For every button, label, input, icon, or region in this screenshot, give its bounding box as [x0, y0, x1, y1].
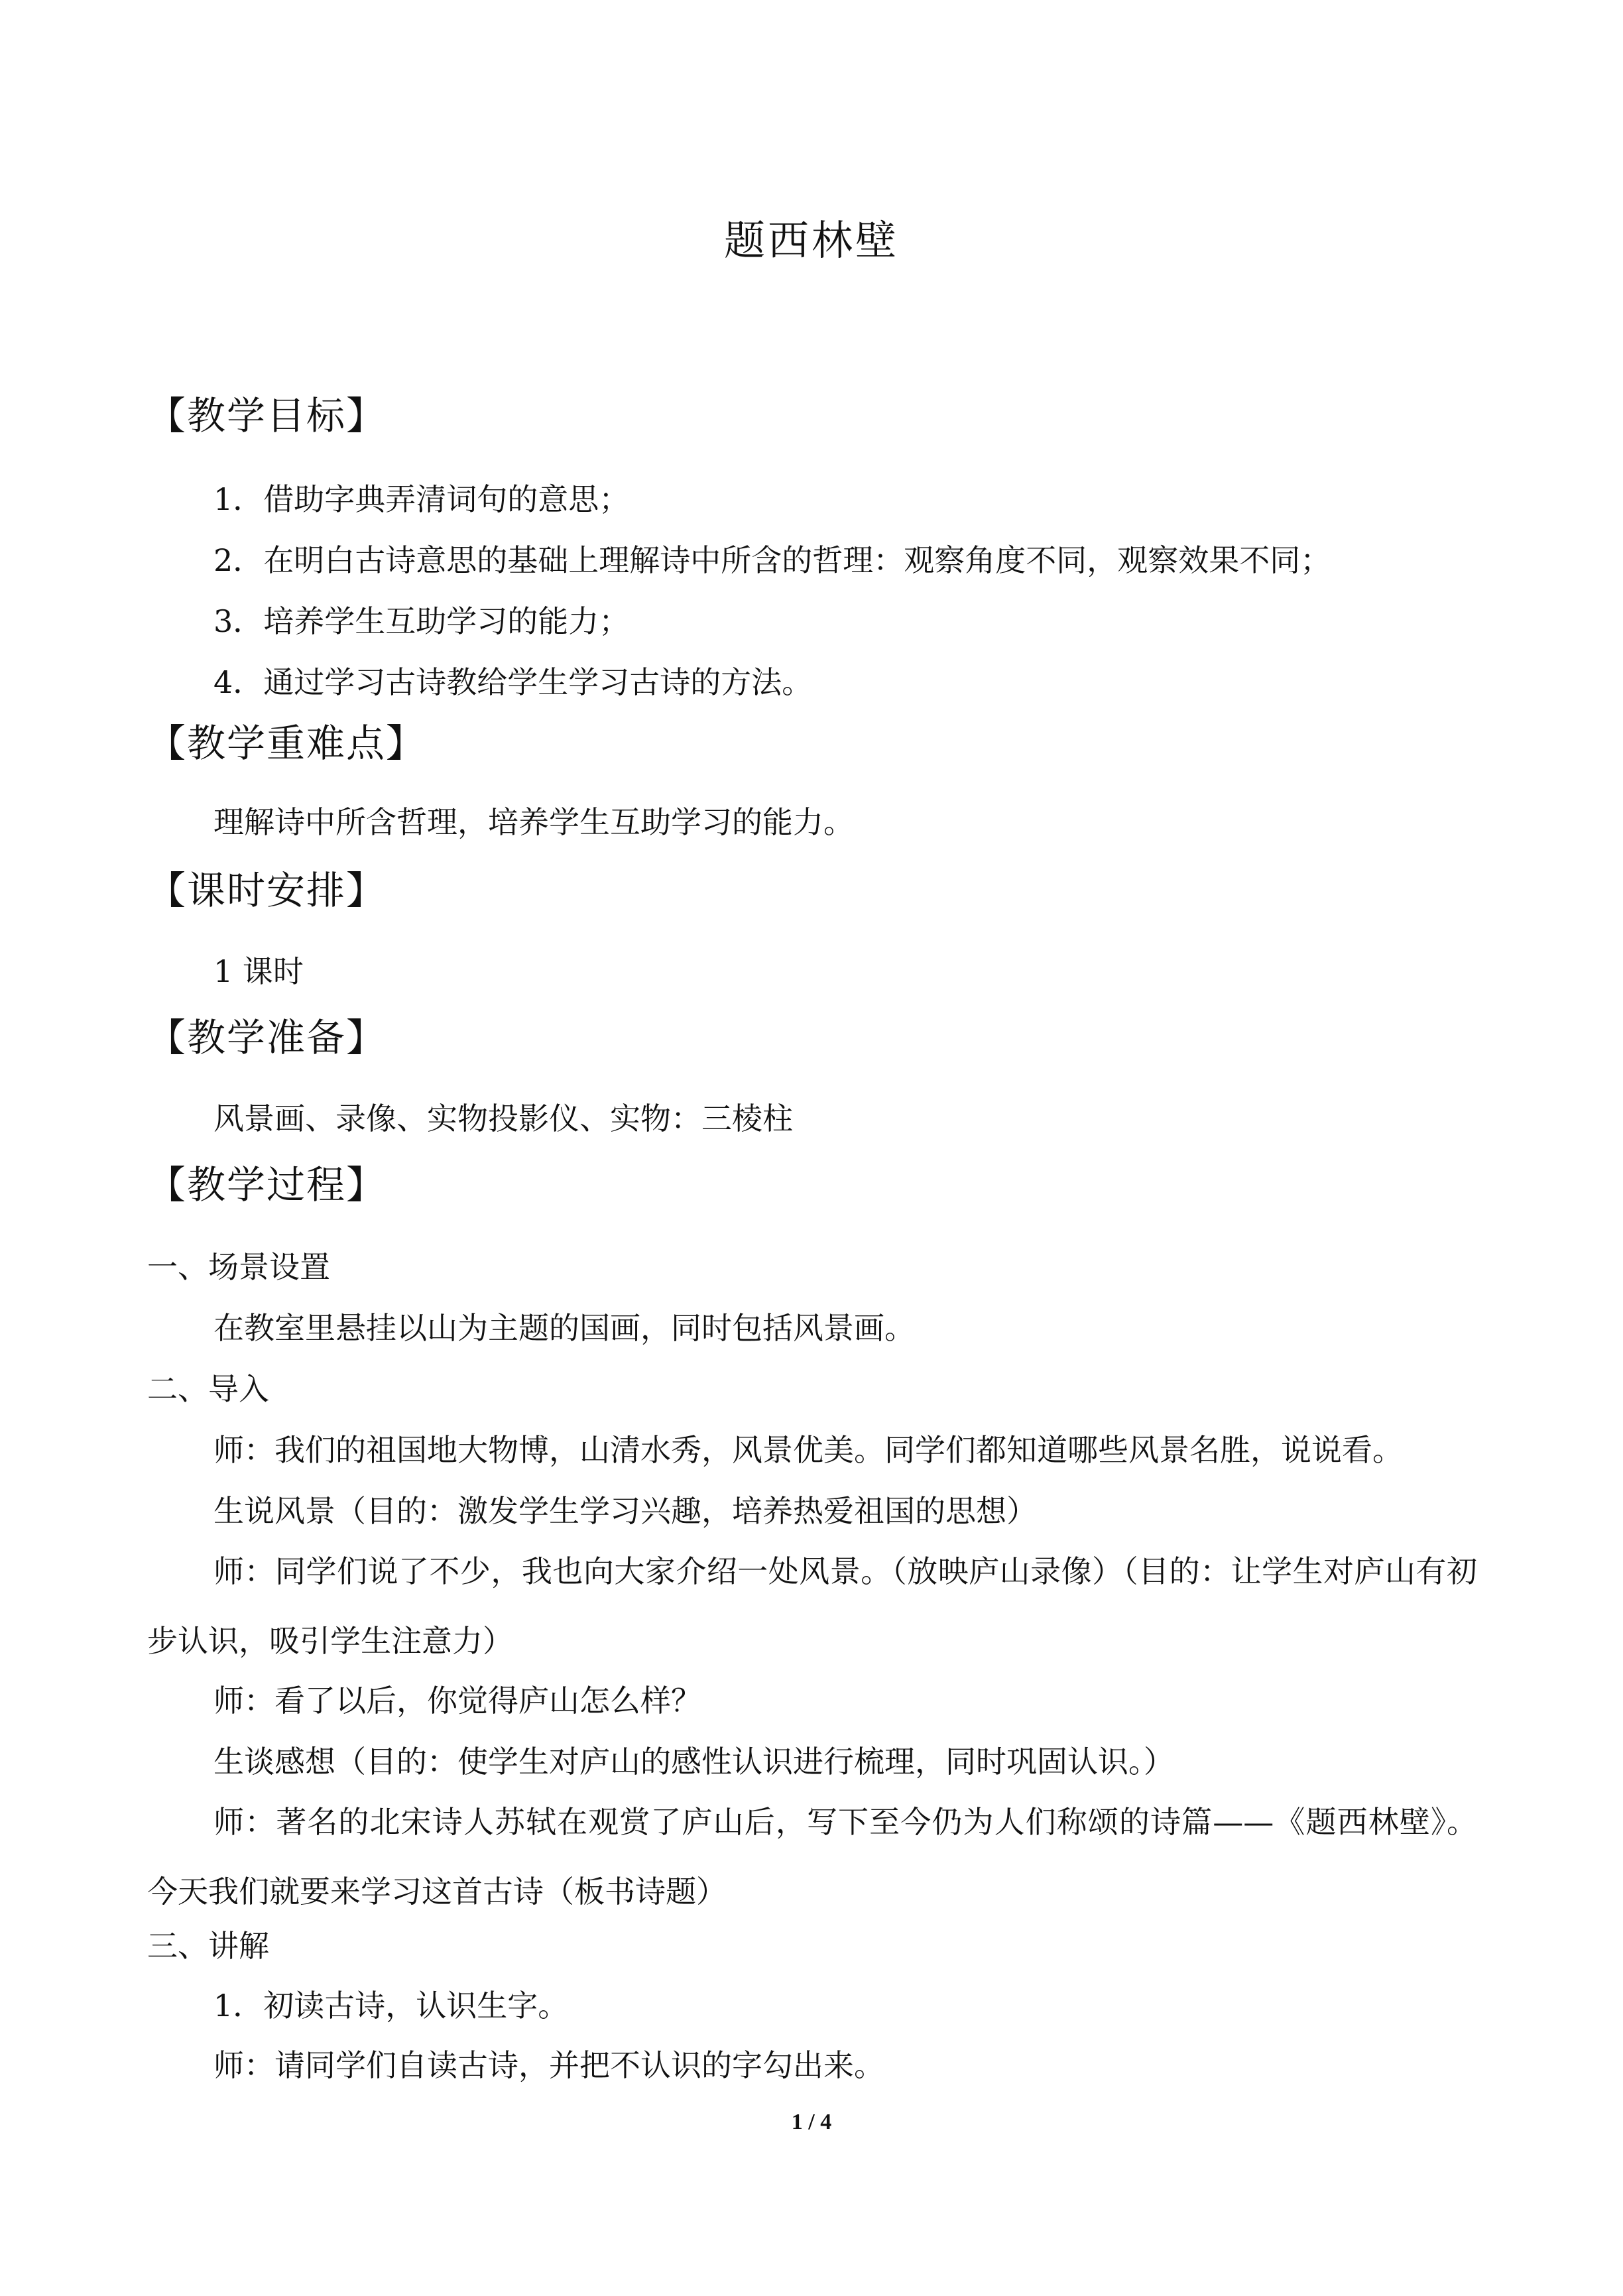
schedule-text: 1 课时 — [213, 953, 304, 989]
heading-objectives: 【教学目标】 — [147, 393, 387, 438]
heading-key-points: 【教学重难点】 — [147, 721, 426, 766]
process-part2-title: 二、导入 — [147, 1371, 269, 1407]
preparation-text: 风景画、录像、实物投影仪、实物：三棱柱 — [213, 1101, 793, 1136]
objective-item-2: 2．在明白古诗意思的基础上理解诗中所含的哲理：观察角度不同，观察效果不同； — [213, 542, 1331, 578]
process-part2-line2: 生说风景（目的：激发学生学习兴趣，培养热爱祖国的思想） — [213, 1493, 1037, 1529]
process-part2-line3: 师：看了以后，你觉得庐山怎么样？ — [213, 1683, 701, 1719]
process-part3-line1: 1．初读古诗，认识生字。 — [213, 1988, 569, 2024]
page-number: 1 / 4 — [791, 2110, 832, 2134]
heading-process: 【教学过程】 — [147, 1162, 387, 1207]
key-points-text: 理解诗中所含哲理，培养学生互助学习的能力。 — [213, 804, 854, 840]
document-title: 题西林壁 — [723, 216, 899, 265]
process-part1-title: 一、场景设置 — [147, 1249, 330, 1285]
process-part3-title: 三、讲解 — [147, 1928, 269, 1964]
process-part3-line2: 师：请同学们自读古诗，并把不认识的字勾出来。 — [213, 2047, 884, 2083]
objective-item-3: 3．培养学生互助学习的能力； — [213, 603, 630, 639]
objective-item-1: 1．借助字典弄清词句的意思； — [213, 481, 630, 517]
process-part2-line4: 生谈感想（目的：使学生对庐山的感性认识进行梳理，同时巩固认识。） — [213, 1744, 1174, 1780]
process-part2-paragraph2: 师：著名的北宋诗人苏轼在观赏了庐山后，写下至今仍为人们称颂的诗篇——《题西林壁》。今天我们就要来学习这首古诗（板书诗题） — [147, 1804, 1477, 1909]
process-part2-line1: 师：我们的祖国地大物博，山清水秀，风景优美。同学们都知道哪些风景名胜，说说看。 — [213, 1432, 1403, 1468]
process-part2-paragraph1: 师：同学们说了不少，我也向大家介绍一处风景。（放映庐山录像）（目的：让学生对庐山有初步认识，吸引学生注意力） — [147, 1553, 1477, 1659]
heading-schedule: 【课时安排】 — [147, 868, 387, 913]
process-part1-text: 在教室里悬挂以山为主题的国画，同时包括风景画。 — [213, 1310, 915, 1346]
objective-item-4: 4．通过学习古诗教给学生学习古诗的方法。 — [213, 664, 813, 700]
heading-preparation: 【教学准备】 — [147, 1015, 387, 1060]
